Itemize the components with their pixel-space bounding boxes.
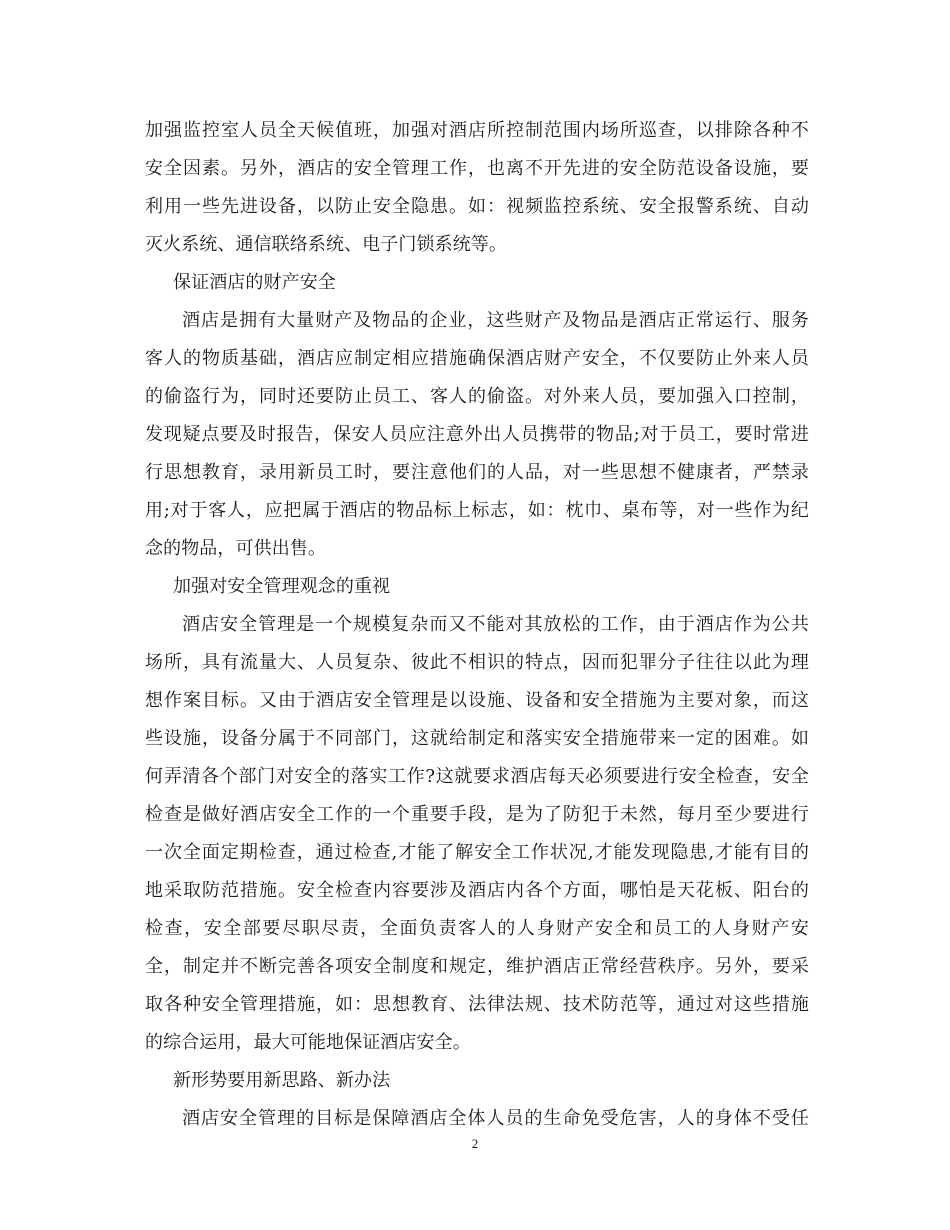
- paragraph-line: 检查是做好酒店安全工作的一个重要手段，是为了防犯于未然，每月至少要进行: [145, 804, 809, 825]
- paragraph-line: 检查，安全部要尽职尽责，全面负责客人的人身财产安全和员工的人身财产安: [145, 918, 809, 939]
- paragraph-line: 利用一些先进设备，以防止安全隐患。如：视频监控系统、安全报警系统、自动: [145, 196, 809, 217]
- paragraph-line: 发现疑点要及时报告，保安人员应注意外出人员携带的物品;对于员工，要时常进: [145, 424, 809, 445]
- paragraph-line: 取各种安全管理措施，如：思想教育、法律法规、技术防范等，通过对这些措施: [145, 994, 809, 1015]
- paragraph-line: 地采取防范措施。安全检查内容要涉及酒店内各个方面，哪怕是天花板、阳台的: [145, 880, 809, 901]
- paragraph-line: 全，制定并不断完善各项安全制度和规定，维护酒店正常经营秩序。另外，要采: [145, 956, 809, 977]
- paragraph-line: 行思想教育，录用新员工时，要注意他们的人品，对一些思想不健康者，严禁录: [145, 462, 809, 483]
- paragraph-line: 一次全面定期检查，通过检查,才能了解安全工作状况,才能发现隐患,才能有目的: [145, 842, 809, 863]
- paragraph-line: 安全因素。另外，酒店的安全管理工作，也离不开先进的安全防范设备设施，要: [145, 158, 809, 179]
- paragraph-line: 想作案目标。又由于酒店安全管理是以设施、设备和安全措施为主要对象，而这: [145, 690, 809, 711]
- paragraph-line: 的偷盗行为，同时还要防止员工、客人的偷盗。对外来人员，要加强入口控制，: [145, 386, 809, 407]
- paragraph-line: 酒店安全管理是一个规模复杂而又不能对其放松的工作，由于酒店作为公共: [182, 614, 809, 635]
- section-heading: 新形势要用新思路、新办法: [173, 1070, 391, 1091]
- paragraph-line: 何弄清各个部门对安全的落实工作?这就要求酒店每天必须要进行安全检查，安全: [145, 766, 809, 787]
- paragraph-line: 些设施，设备分属于不同部门，这就给制定和落实安全措施带来一定的困难。如: [145, 728, 809, 749]
- section-heading: 加强对安全管理观念的重视: [173, 576, 391, 597]
- paragraph-line: 酒店是拥有大量财产及物品的企业，这些财产及物品是酒店正常运行、服务: [182, 310, 809, 331]
- page-number: 2: [471, 1136, 479, 1151]
- paragraph-line: 念的物品，可供出售。: [145, 538, 326, 559]
- paragraph-line: 场所，具有流量大、人员复杂、彼此不相识的特点，因而犯罪分子往往以此为理: [145, 652, 809, 673]
- paragraph-line: 灭火系统、通信联络系统、电子门锁系统等。: [145, 234, 507, 255]
- paragraph-line: 客人的物质基础，酒店应制定相应措施确保酒店财产安全，不仅要防止外来人员: [145, 348, 809, 369]
- paragraph-line: 用;对于客人，应把属于酒店的物品标上标志，如：枕巾、桌布等，对一些作为纪: [145, 500, 809, 521]
- paragraph-line: 的综合运用，最大可能地保证酒店安全。: [145, 1032, 471, 1053]
- section-heading: 保证酒店的财产安全: [173, 272, 336, 293]
- paragraph-line: 酒店安全管理的目标是保障酒店全体人员的生命免受危害，人的身体不受任: [182, 1108, 809, 1129]
- paragraph-line: 加强监控室人员全天候值班，加强对酒店所控制范围内场所巡查，以排除各种不: [145, 120, 809, 141]
- document-body: [145, 112, 809, 1138]
